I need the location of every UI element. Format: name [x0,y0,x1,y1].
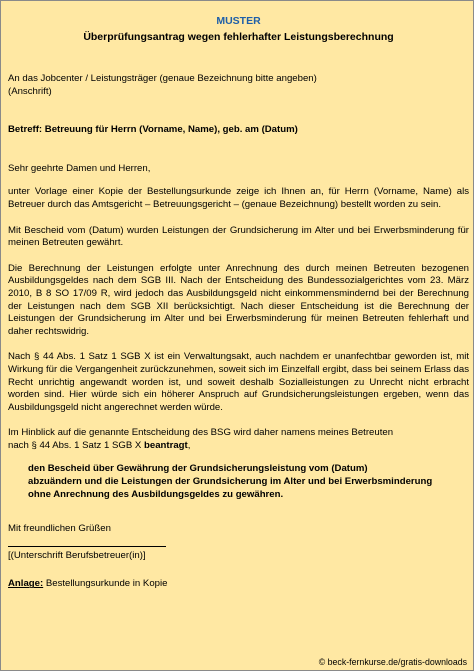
paragraph-calculation: Die Berechnung der Leistungen erfolgte unter Anrechnung des durch meinen Betreuten bezogenen Ausbildungsgeldes nach dem SGB III. Nach der Entscheidung des Bundessozialgerichtes vom 23. März 2010, B 8 SO 17/09 R, wird jedoch das Ausbildungsgeld nicht einkommensmindernd bei der Berechnung der Leistungen nach dem SGB XII berücksichtigt. Nach dieser Entscheidung ist die Berechnung der Leistungen der Grundsicherung im Alter und bei Erwerbsminderung für meinen Betreuten fehlerhaft und daher rechtswidrig. [8,262,469,337]
recipient-line-2: (Anschrift) [8,85,52,97]
letter-body [8,15,469,591]
application-keyword: beantragt [144,439,188,451]
request-block [28,463,469,501]
recipient-line-1: An das Jobcenter / Leistungsträger (genaue Bezeichnung bitte angeben) [8,73,317,84]
signature-label: [(Unterschrift Berufsbetreuer(in)] [8,549,146,561]
request-line-2: abzuändern und die Leistungen der Grundsicherung im Alter und bei Erwerbsminderung [28,476,433,488]
copyright-footer: © beck-fernkurse.de/gratis-downloads [318,657,467,667]
recipient-address [8,73,469,98]
request-line-3: ohne Anrechnung des Ausbildungsgeldes zu gewähren. [28,488,284,500]
signature-line [8,546,166,547]
muster-label: MUSTER [216,15,261,27]
closing: Mit freundlichen Grüßen [8,523,111,535]
subject-line: Betreff: Betreuung für Herrn (Vorname, Name), geb. am (Datum) [8,124,298,136]
salutation: Sehr geehrte Damen und Herren, [8,162,151,174]
application-line-2-suffix: , [187,439,191,451]
application-line-2 [8,440,469,453]
enclosure-label: Anlage: [8,578,44,590]
paragraph-application [8,427,469,452]
paragraph-legal-basis: Nach § 44 Abs. 1 Satz 1 SGB X ist ein Verwaltungsakt, auch nachdem er unanfechtbar geworden ist, mit Wirkung für die Vergangenheit zurückzunehmen, soweit sich im Einzelfall ergibt, dass bei seinem Erlass das Recht unrichtig angewandt worden ist, und soweit deshalb Sozialleistungen zu Unrecht nicht erbracht worden sind. Hier würde sich ein höherer Anspruch auf Grundsicherungsleistungen ergeben, wenn das Ausbildungsgeld nicht angerechnet werden würde. [8,351,469,413]
application-line-2-prefix: nach § 44 Abs. 1 Satz 1 SGB X [8,439,144,451]
paragraph-decision: Mit Bescheid vom (Datum) wurden Leistungen der Grundsicherung im Alter und bei Erwerbsminderung für meinen Betreuten gewährt. [8,224,469,249]
paragraph-appointment: unter Vorlage einer Kopie der Bestellungsurkunde zeige ich Ihnen an, für Herrn (Vorname, Name) als Betreuer durch das Amtsgericht – Betreuungsgericht – (genaue Bezeichnung) bestellt worden zu sein. [8,186,469,210]
enclosure-text: Bestellungsurkunde in Kopie [43,578,168,590]
document-title: Überprüfungsantrag wegen fehlerhafter Leistungsberechnung [83,31,394,43]
enclosure [8,578,469,591]
application-line-1: Im Hinblick auf die genannte Entscheidung des BSG wird daher namens meines Betreuten [8,427,394,439]
request-line-1: den Bescheid über Gewährung der Grundsicherungsleistung vom (Datum) [28,463,368,475]
